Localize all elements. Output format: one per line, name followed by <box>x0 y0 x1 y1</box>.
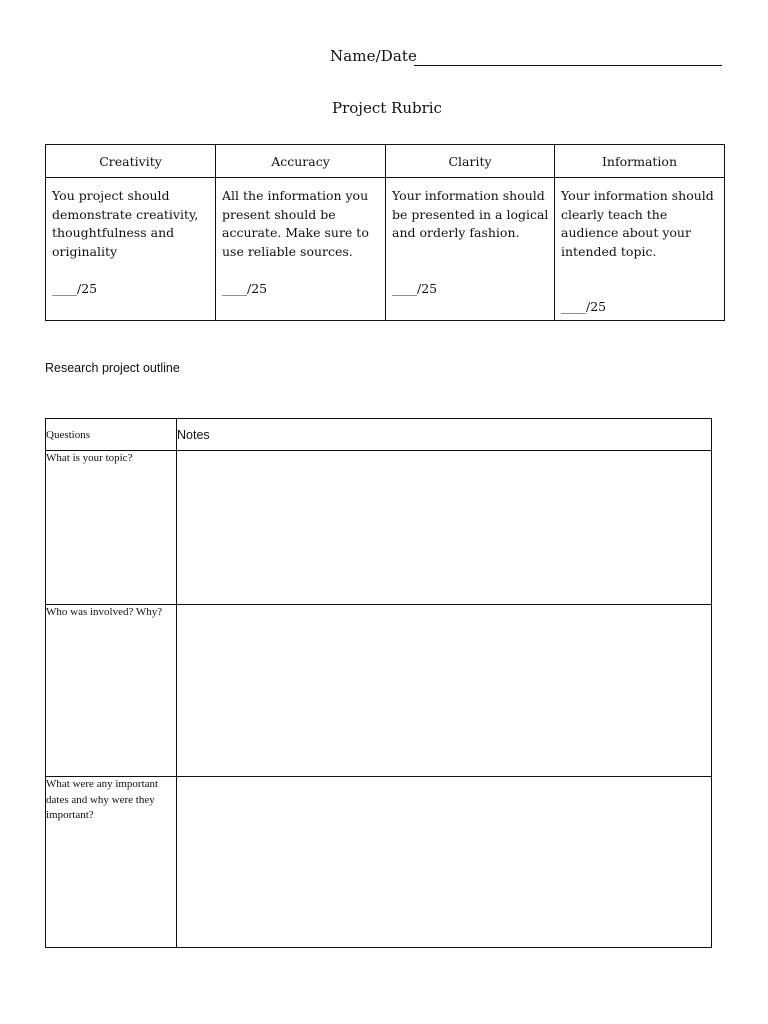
rubric-header-accuracy: Accuracy <box>216 145 386 178</box>
rubric-header-clarity: Clarity <box>386 145 555 178</box>
notes-cell[interactable] <box>177 777 712 948</box>
question-cell: Who was involved? Why? <box>46 605 177 777</box>
question-cell: What were any important dates and why were they important? <box>46 777 177 948</box>
outline-row <box>46 777 712 948</box>
rubric-description-information: Your information should clearly teach the audience about your intended topic. <box>561 188 714 259</box>
rubric-score-information[interactable]: ____/25 <box>561 299 607 314</box>
questions-column-header: Questions <box>46 419 177 451</box>
rubric-description-creativity: You project should demonstrate creativity, thoughtfulness and originality <box>52 188 199 259</box>
name-date-label: Name/Date <box>330 47 417 65</box>
outline-header-row <box>46 419 712 451</box>
question-cell: What is your topic? <box>46 451 177 605</box>
rubric-cell-accuracy <box>216 178 386 321</box>
outline-row <box>46 451 712 605</box>
outline-title: Research project outline <box>45 361 180 375</box>
rubric-score-creativity[interactable]: ____/25 <box>52 281 98 296</box>
rubric-description-accuracy: All the information you present should be accurate. Make sure to use reliable sources. <box>222 188 369 259</box>
rubric-header-creativity: Creativity <box>46 145 216 178</box>
rubric-description-clarity: Your information should be presented in a logical and orderly fashion. <box>392 188 549 240</box>
rubric-score-accuracy[interactable]: ____/25 <box>222 281 268 296</box>
research-outline-table <box>45 418 712 948</box>
notes-cell[interactable] <box>177 605 712 777</box>
rubric-cell-clarity <box>386 178 555 321</box>
rubric-title: Project Rubric <box>332 99 442 117</box>
rubric-cell-creativity <box>46 178 216 321</box>
rubric-body-row <box>46 178 725 321</box>
rubric-header-row <box>46 145 725 178</box>
rubric-header-information: Information <box>555 145 725 178</box>
notes-cell[interactable] <box>177 451 712 605</box>
project-rubric-table <box>45 144 725 321</box>
name-date-field-line[interactable] <box>414 65 722 66</box>
rubric-cell-information <box>555 178 725 321</box>
notes-column-header: Notes <box>177 419 712 451</box>
rubric-score-clarity[interactable]: ____/25 <box>392 281 438 296</box>
outline-row <box>46 605 712 777</box>
